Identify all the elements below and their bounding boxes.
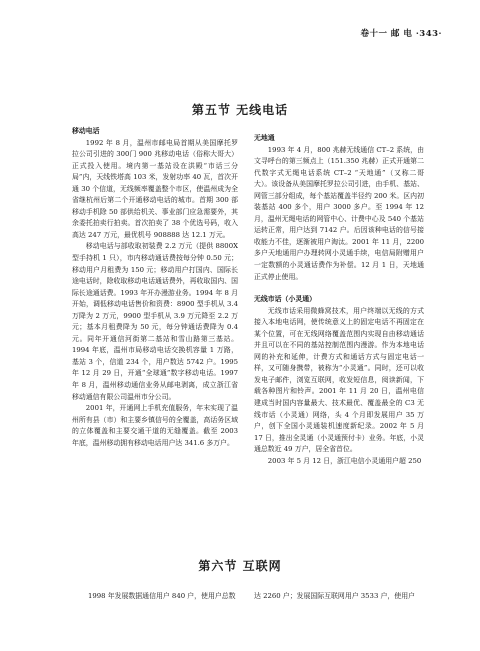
paragraph: 1992 年 8 月，温州市邮电局首期从美国摩托罗拉公司引进的 300门 900 兆移动电话（俗称大哥大）正式投入使用。境内第一基站设在洪殿“市话三分局”内，天线铁塔高 103 米，发射功率 40 瓦，首次开通 30 个信道，无线频率覆盖整个市区，使温州成为全省继杭州后第二个开通移动电话的城市。首期 300 部移动手机除 50 部供给机关、事业部门应急需要外，其余委托拍卖行拍卖。首次拍卖了 38 个优选号码，收入高达 247 万元，最优机号 908888 达 12.1 万元。 xyxy=(72,138,238,239)
subheading-mobile-phone: 移动电话 xyxy=(72,127,100,135)
subheading-tiandi-tong: 无地通 xyxy=(254,134,275,142)
paragraph: 移动电话与部收取初装费 2.2 万元（提供 8800X 型手持机 1 只），市内移动通话费按每分钟 0.50 元；移动用户月租费为 150 元；移动用户打国内、国际长途电话时，除收取移动电话通话费外，再收取国内、国际长途通话费。1993 年开办漫游业务。1994 年 8 月开始，调低移动电话售价和资费：8900 型手机从 3.4 万降为 2 万元，9900 型手机从 3.9 万元降至 2.2 万元；基本月租费降为 50 元，每分钟通话费降为 0.4 元。同年开通信河街第二基站和雪山路第三基站。1994 年底，温州市局移动电话交换机容量 1 万路，基站 3 个，信道 234 个，用户数达 5742 户。1995 年 12 月 29 日，开通“全球通”数字移动电话。1997 年 8 月，温州移动通信业务从邮电剥离，成立浙江省移动通信有限公司温州市分公司。 xyxy=(72,242,238,401)
paragraph: 2003 年 5 月 12 日，浙江电信小灵通用户超 250 xyxy=(267,456,422,465)
paragraph: 1993 年 4 月，800 兆赫无线通信 CT–2 系统，由文寻呼台的第三频点上（151.350 兆赫）正式开通第二代数字式无绳电话系统 CT–2 “天地通”（又称二哥大）。该设备从美国摩托罗拉公司引进，由手机、基站、网管三部分组成，每个基站覆盖半径约 200 米。区内初装基站 400 多个，用户 3000 多户。至 1994 年 12 月，温州无绳电话的网管中心、计费中心及 540 个基站运转正常，用户达到 7142 户。后因该种电话的信号接收能力不佳，逐渐被用户淘汰。2001 年 11 月，2200 多户天地通用户办理转网小灵通手续，电信局附赠用户一定数额的小灵通话费作为补偿。12 月 1 日，天地通正式停止使用。 xyxy=(254,145,424,281)
paragraph-gap xyxy=(254,283,424,294)
paragraph: 2001 年，开通网上手机充值服务，年末实现了温州所有县（市）和主要乡镇信号的全覆盖，高话务区域的立体覆盖和主要交通干道的无缝覆盖。截至 2003 年底，温州移动拥有移动电话用户达 341.6 多万户。 xyxy=(72,404,238,447)
running-head: 卷十一 邮 电 ·343· xyxy=(360,29,442,39)
paragraph-internet-left: 1998 年发展数据通信用户 840 户，使用户总数 xyxy=(88,592,236,600)
section-title-wireless-phone: 第五节 无线电话 xyxy=(191,103,289,117)
section-title-internet: 第六节 互联网 xyxy=(198,559,282,573)
column-right xyxy=(254,133,424,467)
column-left xyxy=(72,126,238,449)
paragraph: 无线市话采用微蜂窝技术，用户终端以无线的方式接入本地电话网，使传统意义上的固定电话不再固定在某个位置，可在无线网络覆盖范围内实现自由移动通话并且可以在不同的基站控制范围内漫游。作为本地电话网的补充和延伸，计费方式和通话方式与固定电话一样，又可随身携带，被称为“小灵通”。同时，还可以收发电子邮件，浏览互联网，收发短信息，阅读新闻，下载各种图片和铃声。2001 年 11 月 20 日，温州电信建成当时国内容量最大、技术最优、覆盖最全的 C3 无线市话（小灵通）网络，头 4 个月即发展用户 35 万户，创下全国小灵通装机速度新纪录。2002 年 5 月 17 日，推出全灵通（小灵通预付卡）业务。年底，小灵通总数近 49 万户，居全省首位。 xyxy=(254,306,424,454)
paragraph-internet-right: 达 2260 户；发展国际互联网用户 3533 户，使用户 xyxy=(254,592,415,600)
subheading-phs: 无线市话（小灵通） xyxy=(254,295,317,304)
